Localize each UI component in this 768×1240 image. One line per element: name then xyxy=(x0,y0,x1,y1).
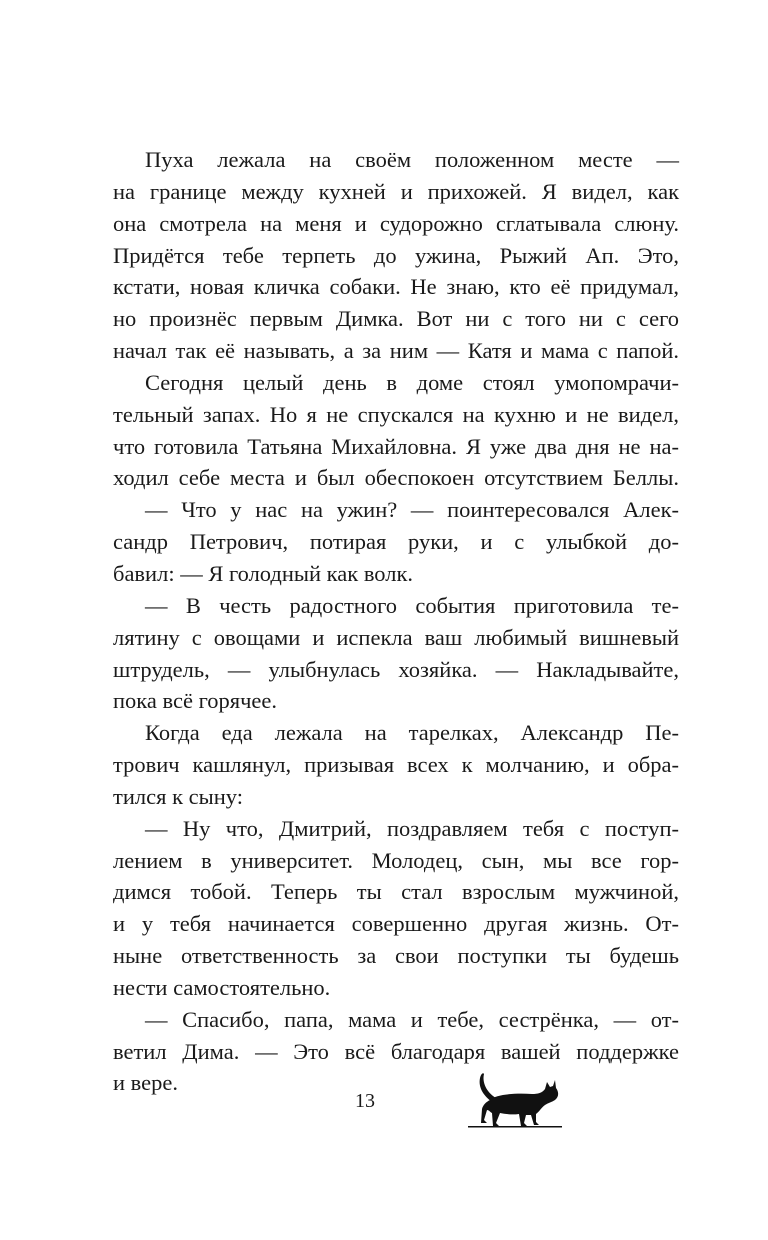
text-line: она смотрела на меня и судорожно сглатывала слюну. xyxy=(113,210,679,236)
text-line: — Ну что, Дмитрий, поздравляем тебя с поступ- xyxy=(145,815,679,841)
text-line: бавил: — Я голодный как волк. xyxy=(113,560,414,586)
text-line: но произнёс первым Димка. Вот ни с того ни с сего xyxy=(113,306,679,332)
walking-cat-icon xyxy=(466,1068,564,1128)
text-line: штрудель, — улыбнулась хозяйка. — Накладывайте, xyxy=(113,656,679,682)
text-line: — Спасибо, папа, мама и тебе, сестрёнка, — от- xyxy=(145,1006,679,1032)
text-line: Пуха лежала на своём положенном месте — xyxy=(145,147,679,172)
text-line: на границе между кухней и прихожей. Я видел, как xyxy=(113,178,679,204)
text-line: ныне ответственность за свои поступки ты будешь xyxy=(113,943,679,969)
text-line: Сегодня целый день в доме стоял умопомрачи- xyxy=(145,369,679,395)
page-number: 13 xyxy=(355,1090,375,1112)
text-line: лятину с овощами и испекла ваш любимый вишневый xyxy=(113,624,679,650)
text-line: ходил себе места и был обеспокоен отсутствием Беллы. xyxy=(113,465,679,491)
text-line: сандр Петрович, потирая руки, и с улыбкой до- xyxy=(113,529,679,555)
text-line: трович кашлянул, призывая всех к молчанию, и обра- xyxy=(113,752,679,778)
text-line: Когда еда лежала на тарелках, Александр Пе- xyxy=(145,720,679,746)
text-line: димся тобой. Теперь ты стал взрослым мужчиной, xyxy=(113,879,679,905)
text-line: — В честь радостного события приготовила те- xyxy=(145,592,679,618)
text-line: и у тебя начинается совершенно другая жизнь. От- xyxy=(113,911,679,937)
text-line: что готовила Татьяна Михайловна. Я уже два дня не на- xyxy=(113,433,679,459)
text-line: лением в университет. Молодец, сын, мы все гор- xyxy=(113,847,679,873)
text-line: Придётся тебе терпеть до ужина, Рыжий Ап. Это, xyxy=(113,242,679,268)
text-line: тельный запах. Но я не спускался на кухню и не видел, xyxy=(113,401,679,427)
text-line: — Что у нас на ужин? — поинтересовался Алек- xyxy=(145,497,679,523)
text-line: нести самостоятельно. xyxy=(113,974,331,1000)
text-line: тился к сыну: xyxy=(113,783,243,809)
text-line: начал так её называть, а за ним — Катя и мама с папой. xyxy=(113,338,679,364)
text-line: ветил Дима. — Это всё благодаря вашей поддержке xyxy=(113,1038,679,1064)
body-text xyxy=(113,144,679,1099)
text-line: кстати, новая кличка собаки. Не знаю, кто её придумал, xyxy=(113,274,679,300)
text-line: и вере. xyxy=(113,1070,179,1096)
text-line: пока всё горячее. xyxy=(113,688,278,714)
